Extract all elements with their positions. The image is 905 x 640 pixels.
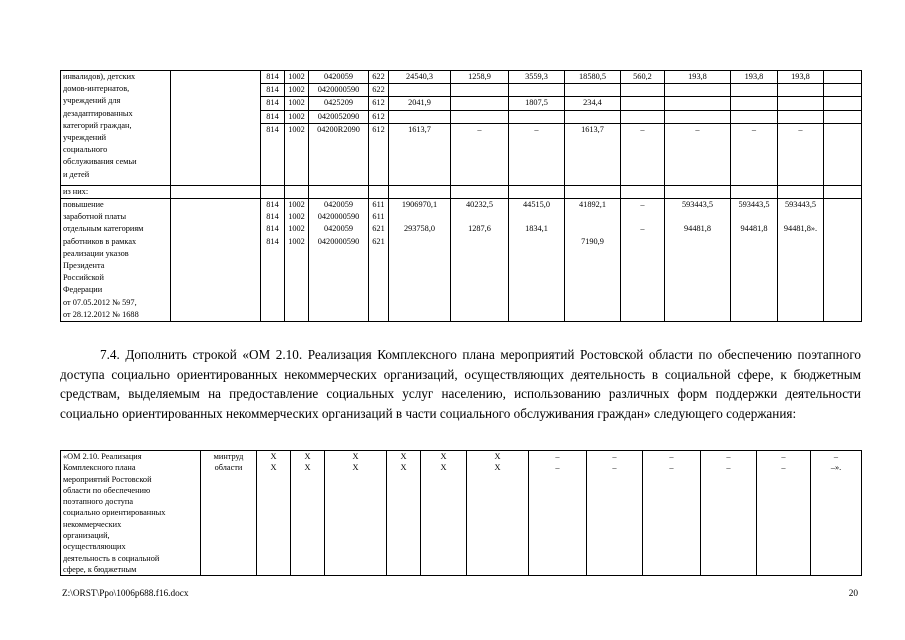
table-cell	[665, 110, 731, 123]
table-cell	[451, 97, 509, 110]
stack-line: X	[494, 452, 501, 461]
stack-line	[567, 223, 618, 235]
table-cell	[509, 84, 565, 97]
table-cell	[665, 97, 731, 110]
stack-line: работников в рамках	[63, 236, 137, 246]
stack-line: 814	[266, 236, 279, 246]
stack-line: заработной платы	[63, 212, 127, 222]
stack-line	[780, 211, 821, 223]
cell-stack	[285, 199, 309, 322]
stack-line: реализации указов	[63, 248, 129, 258]
table-cell: 24540,3	[389, 71, 451, 84]
table-cell: 2041,9	[389, 97, 451, 110]
stack-line: 1287,6	[468, 224, 491, 234]
table-cell	[565, 84, 621, 97]
table-cell: 193,8	[665, 71, 731, 84]
stack-line: –	[669, 463, 674, 473]
table-row	[61, 185, 862, 198]
cell-stack	[421, 451, 467, 576]
cell-stack	[325, 451, 387, 576]
table-cell: 1258,9	[451, 71, 509, 84]
cell-stack	[587, 451, 643, 576]
stack-line: 814	[266, 200, 279, 210]
stack-line: X	[494, 463, 501, 473]
row-description-salary	[61, 199, 171, 322]
stack-line: социально ориентированных	[63, 508, 166, 518]
stack-line: 7190,9	[581, 236, 604, 246]
table-cell: 1002	[285, 71, 309, 84]
table-cell	[389, 84, 451, 97]
table-cell	[731, 84, 778, 97]
stack-line	[391, 236, 448, 248]
table-cell: –	[509, 123, 565, 185]
table-cell: –	[665, 123, 731, 185]
stack-line: X	[400, 463, 407, 473]
stack-line: 593443,5	[738, 200, 770, 210]
cell-stack	[509, 199, 565, 322]
table-cell: 814	[261, 110, 285, 123]
stack-line: 40232,5	[466, 200, 493, 210]
description-line: домов-интернатов,	[63, 84, 130, 94]
stack-line	[453, 211, 506, 223]
cell-stack	[621, 199, 665, 322]
table-cell: 1002	[285, 97, 309, 110]
stack-line: X	[352, 463, 359, 473]
table-cell: 612	[369, 97, 389, 110]
table-row	[61, 451, 862, 576]
table-cell: 0420059	[309, 71, 369, 84]
stack-line: 814	[266, 224, 279, 234]
stack-line: сфере, к бюджетным	[63, 564, 137, 574]
table-cell	[565, 110, 621, 123]
stack-line: –	[640, 200, 645, 210]
cell-stack	[387, 451, 421, 576]
table-cell	[731, 110, 778, 123]
table-cell: 814	[261, 123, 285, 185]
stack-line: –	[833, 452, 839, 461]
stack-line: –	[555, 452, 560, 461]
table-cell	[665, 84, 731, 97]
description-line: и детей	[63, 169, 90, 179]
table-cell: 0425209	[309, 97, 369, 110]
table-cell: 234,4	[565, 97, 621, 110]
stack-line: области	[214, 463, 243, 473]
table-cell: 1002	[285, 123, 309, 185]
stack-line	[391, 211, 448, 223]
stack-line	[567, 211, 618, 223]
table-cell	[451, 84, 509, 97]
table-cell: 0420000590	[309, 84, 369, 97]
stack-line: 1002	[288, 224, 305, 234]
stack-line: мероприятий Ростовской	[63, 474, 152, 484]
stack-line: 0420059	[323, 224, 354, 234]
stack-line: некоммерческих	[63, 519, 122, 529]
table-cell: 1002	[285, 84, 309, 97]
stack-line	[623, 211, 662, 223]
table-cell: 560,2	[621, 71, 665, 84]
stack-line: 1906970,1	[401, 200, 438, 210]
file-path-footer: Z:\ORST\Ppo\1006p688.f16.docx	[62, 589, 189, 599]
cell-stack	[309, 199, 369, 322]
stack-line: 621	[372, 236, 385, 246]
table-cell: 622	[369, 71, 389, 84]
page-number: 20	[848, 589, 858, 599]
stack-line: осуществляющих	[63, 542, 126, 552]
cell-stack	[665, 199, 731, 322]
stack-line: 94481,8».	[783, 224, 818, 234]
stack-line: отдельным категориям	[63, 224, 144, 234]
stack-line: 593443,5	[784, 200, 817, 210]
stack-line: Комплексного плана	[63, 463, 136, 473]
budget-table-bottom	[60, 450, 862, 576]
cell-stack	[389, 199, 451, 322]
table-cell	[621, 97, 665, 110]
stack-line: 814	[266, 212, 279, 222]
table-cell: 814	[261, 71, 285, 84]
stack-line: 611	[372, 212, 385, 222]
stack-line	[667, 236, 728, 248]
table-cell: 1002	[285, 110, 309, 123]
table-cell: 612	[369, 123, 389, 185]
stack-line: X	[270, 452, 277, 461]
table-cell: 193,8	[731, 71, 778, 84]
stack-line	[511, 211, 562, 223]
stack-line	[453, 236, 506, 248]
table-cell: 622	[369, 84, 389, 97]
stack-line: 94481,8	[740, 224, 768, 234]
stack-line: X	[304, 452, 311, 461]
table-cell	[778, 97, 824, 110]
stack-line: области по обеспечению	[63, 485, 151, 495]
table-cell	[509, 110, 565, 123]
stack-line: –	[555, 463, 560, 473]
stack-line: повышение	[63, 200, 104, 210]
table-cell: 1613,7	[565, 123, 621, 185]
row-description-om-2-10	[61, 451, 201, 576]
table-cell	[389, 110, 451, 123]
cell-stack	[701, 451, 757, 576]
stack-line: минтруд	[213, 452, 244, 461]
stack-line: 593443,5	[681, 200, 714, 210]
stack-line: 621	[372, 224, 385, 234]
stack-line: от 07.05.2012 № 597,	[63, 297, 137, 307]
stack-line: Федерации	[63, 285, 103, 295]
stack-line: –	[781, 452, 786, 461]
row-description-institutions	[61, 71, 171, 186]
stack-line: деятельность в социальной	[63, 553, 160, 563]
stack-line: Президента	[63, 260, 105, 270]
stack-line: X	[440, 452, 447, 461]
table-cell: 04200R2090	[309, 123, 369, 185]
stack-line: 0420000590	[317, 236, 360, 246]
stack-line: –	[781, 463, 786, 473]
stack-line: Российской	[63, 273, 104, 283]
executor-cell	[201, 451, 257, 576]
cell-stack	[467, 451, 529, 576]
table-cell: 612	[369, 110, 389, 123]
cell-stack	[261, 199, 285, 322]
table-cell: 0420052090	[309, 110, 369, 123]
stack-line: 293758,0	[403, 224, 436, 234]
stack-line: 41892,1	[579, 200, 606, 210]
table-cell	[451, 110, 509, 123]
table-cell: 1613,7	[389, 123, 451, 185]
stack-line: 1002	[288, 200, 305, 210]
budget-table-top	[60, 70, 862, 322]
stack-line: –	[669, 452, 674, 461]
stack-line	[733, 236, 775, 248]
stack-line: X	[270, 463, 277, 473]
table-cell	[731, 97, 778, 110]
table-row	[61, 71, 862, 84]
stack-line: 611	[372, 200, 385, 210]
cell-stack	[757, 451, 811, 576]
table-cell	[621, 84, 665, 97]
stack-line: –	[612, 463, 617, 473]
description-line: обслуживания семьи	[63, 157, 137, 167]
stack-line: –	[640, 224, 645, 234]
stack-line: 94481,8	[684, 224, 711, 234]
stack-line: 44515,0	[523, 200, 550, 210]
description-line: учреждений	[63, 132, 107, 142]
table-cell: –	[731, 123, 778, 185]
cell-stack	[778, 199, 824, 322]
table-cell	[778, 110, 824, 123]
description-line: дезадаптированных	[63, 108, 133, 118]
amendment-paragraph: 7.4. Дополнить строкой «ОМ 2.10. Реализация Комплексного плана мероприятий Ростовской области по обеспечению поэтапного доступа социально ориентированных некоммерческих организаций, осуществляющих деятельность в социальной сфере, к бюджетным средствам, выделяемым на предоставление социальных услуг населению, использованию различных форм поддержки деятельности социально ориентированных некоммерческих организаций в части социального обслуживания граждан» следующего содержания:	[60, 347, 861, 421]
stack-line: 0420000590	[317, 212, 360, 222]
table-cell: –	[778, 123, 824, 185]
cell-stack	[257, 451, 291, 576]
table-cell: 18580,5	[565, 71, 621, 84]
table-cell: 814	[261, 84, 285, 97]
stack-line: X	[304, 463, 311, 473]
cell-stack	[291, 451, 325, 576]
stack-line: –».	[830, 463, 842, 473]
stack-line: 1002	[288, 236, 305, 246]
stack-line: –	[726, 452, 731, 461]
stack-line	[780, 236, 821, 248]
stack-line: поэтапного доступа	[63, 497, 134, 507]
description-line: инвалидов), детских	[63, 72, 136, 81]
stack-line	[511, 236, 562, 248]
cell-stack	[369, 199, 389, 322]
cell-stack	[643, 451, 701, 576]
cell-stack	[451, 199, 509, 322]
table-cell: 193,8	[778, 71, 824, 84]
table-cell	[621, 110, 665, 123]
cell-stack	[731, 199, 778, 322]
table-cell: 3559,3	[509, 71, 565, 84]
table-cell: 1807,5	[509, 97, 565, 110]
stack-line: X	[440, 463, 447, 473]
description-line: социального	[63, 145, 108, 155]
stack-line: 0420059	[323, 200, 354, 210]
table-row	[61, 199, 862, 322]
stack-line: от 28.12.2012 № 1688	[63, 309, 139, 319]
stack-line: X	[400, 452, 407, 461]
table-cell: 814	[261, 97, 285, 110]
stack-line: –	[612, 452, 617, 461]
cell-stack	[529, 451, 587, 576]
stack-line: X	[352, 452, 359, 461]
description-line: категорий граждан,	[63, 120, 132, 130]
row-label-iz-nih: из них:	[61, 185, 171, 198]
stack-line	[667, 211, 728, 223]
table-cell: –	[451, 123, 509, 185]
stack-line: 1834,1	[525, 224, 548, 234]
table-cell	[778, 84, 824, 97]
stack-line: –	[726, 463, 731, 473]
cell-stack	[565, 199, 621, 322]
stack-line	[623, 236, 662, 248]
stack-line: «ОМ 2.10. Реализация	[63, 452, 142, 461]
description-line: учреждений для	[63, 96, 121, 106]
cell-stack	[811, 451, 862, 576]
stack-line: организаций,	[63, 531, 110, 541]
stack-line: 1002	[288, 212, 305, 222]
stack-line	[733, 211, 775, 223]
table-cell: –	[621, 123, 665, 185]
